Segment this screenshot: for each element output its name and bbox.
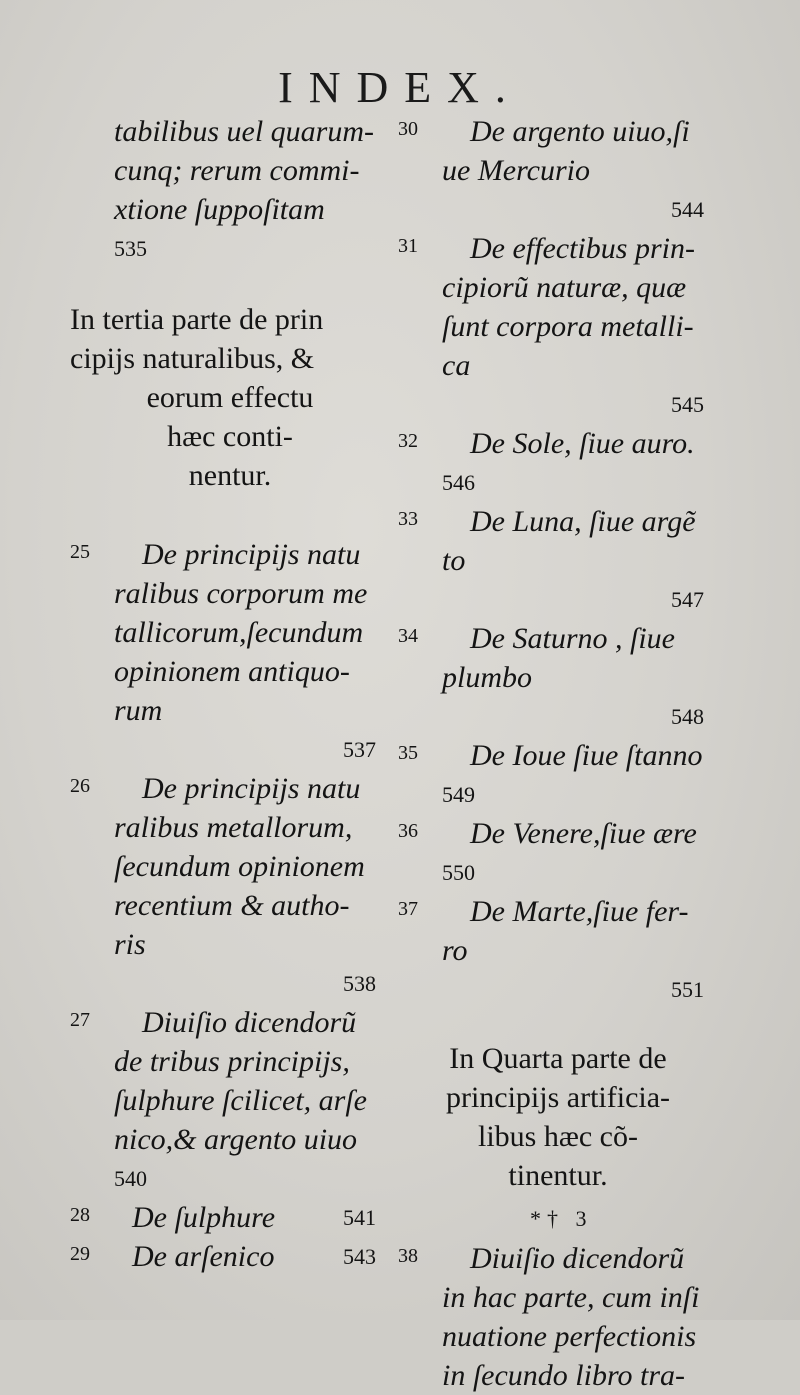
index-entry [398,424,718,502]
entry-page-number: 549 [442,782,475,807]
entry-text-line: opinionem antiquo- [114,655,350,688]
entry-text-line: recentium & autho- [114,889,350,922]
signature-mark: *† 3 [530,1206,593,1231]
index-entry [398,112,718,229]
index-entry [398,229,718,424]
entry-text-line: in ſecundo libro tra- [442,1359,686,1392]
entry-body [442,1239,718,1395]
entry-body [442,814,718,892]
entry-number: 28 [70,1204,90,1226]
entry-body [442,112,718,229]
entry-text-line: De effectibus prin- [470,232,695,265]
entry-text-line: De Saturno , ſiue [470,622,675,655]
entry-number: 29 [70,1243,90,1265]
index-entry [70,1198,390,1237]
entry-text-line: ſunt corpora metalli- [442,310,694,343]
entry-text-line: Diuiſio dicendorũ [470,1242,685,1275]
entry-page-number: 546 [442,470,475,495]
entry-text-line: de tribus principijs, [114,1045,350,1078]
entry-number: 31 [398,235,418,257]
index-entry [398,736,718,814]
entry-number: 26 [70,775,90,797]
entry-text-line: nuatione perfectionis [442,1320,697,1353]
continuation-line: tabilibus uel quarum- [114,115,374,148]
index-entry [70,1237,390,1276]
entry-text-line: cipiorũ naturæ, quæ [442,271,687,304]
continuation-line: cunq; rerum commi- [114,154,360,187]
entry-number: 37 [398,898,418,920]
entry-text-line: De Ioue ſiue ſtanno [470,739,703,772]
entry-body [114,1237,390,1276]
entry-number: 25 [70,541,90,563]
section-heading-quarta [398,1039,718,1195]
entry-text-line: ue Mercurio [442,154,591,187]
entry-text-line: ſulphure ſcilicet, arſe [114,1084,367,1117]
entry-text-line: De principijs natu [142,538,361,571]
entry-text-line: tallicorum,ſecundum [114,616,364,649]
entry-text-line: in hac parte, cum inſi [442,1281,700,1314]
entry-body [442,502,718,619]
entry-text-line: De Venere,ſiue ære [470,817,697,850]
entry-number: 32 [398,430,418,452]
entry-text-line: ralibus corporum me [114,577,368,610]
entry-number: 36 [398,820,418,842]
entry-text-line: ro [442,934,468,967]
entry-text-line: nico,& argento uiuo [114,1123,358,1156]
entry-page-number: 551 [671,977,704,1002]
entry-body [114,769,390,1003]
entry-body [442,619,718,736]
index-entry [398,619,718,736]
entry-body [114,1198,390,1237]
entry-text-line: De Marte,ſiue fer- [470,895,689,928]
entry-text-line: rum [114,694,163,727]
entry-text-line: De ſulphure [132,1201,276,1234]
heading-line: hæc conti- [167,420,293,453]
heading-line: principijs artificia- [445,1081,671,1114]
entry-text-line: ca [442,349,471,382]
entry-number: 27 [70,1009,90,1031]
entry-page-number: 540 [114,1166,147,1191]
entry-page-number: 541 [343,1205,376,1230]
entry-text-line: De arſenico [132,1240,275,1273]
spacer [398,1009,718,1039]
entry-text-line: De principijs natu [142,772,361,805]
page-title: INDEX. [278,63,522,112]
entry-text-line: ſecundum opinionem [114,850,365,883]
entry-page-number: 547 [671,587,704,612]
heading-line: libus hæc cõ- [478,1120,638,1153]
spacer [70,268,390,300]
heading-line: In Quarta parte de [449,1042,667,1075]
continuation-line: xtione ſuppoſitam [114,193,325,226]
entry-text-line: Diuiſio dicendorũ [142,1006,357,1039]
index-entry [70,769,390,1003]
entry-page-number: 538 [343,971,376,996]
entry-page-number: 548 [671,704,704,729]
entry-body [442,424,718,502]
entry-text-line: De Luna, ſiue argẽ [470,505,696,538]
entry-number: 34 [398,625,418,647]
entry-page-number: 537 [343,737,376,762]
entry-body [442,892,718,1009]
section-heading-tertia [70,300,390,495]
right-column [398,112,718,1395]
index-entry [70,535,390,769]
continuation-page-number: 535 [114,236,147,261]
spacer [70,495,390,535]
entry-text-line: to [442,544,466,577]
index-entry [398,814,718,892]
entry-number: 35 [398,742,418,764]
entry-number: 30 [398,118,418,140]
entry-number: 33 [398,508,418,530]
entry-text-line: ris [114,928,146,961]
entry-text-line: De argento uiuo,ſi [470,115,690,148]
entry-page-number: 550 [442,860,475,885]
index-entry [398,892,718,1009]
left-column [70,112,390,1276]
entry-text-line: ralibus metallorum, [114,811,353,844]
index-entry [70,1003,390,1198]
heading-line: In tertia parte de prin [70,303,324,336]
entry-body [442,736,718,814]
entry-body [114,535,390,769]
entry-page-number: 545 [671,392,704,417]
entry-page-number: 544 [671,197,704,222]
entry-body [114,1003,390,1198]
index-entry [398,502,718,619]
heading-line: nentur. [188,459,272,492]
index-entry [398,1239,718,1395]
entry-text-line: De Sole, ſiue auro. [470,427,695,460]
entry-number: 38 [398,1245,418,1267]
entry-body [442,229,718,424]
entry-text-line: plumbo [442,661,532,694]
heading-line: cipijs naturalibus, & [70,342,315,375]
heading-line: eorum effectu [146,381,314,414]
heading-line: tinentur. [508,1159,608,1192]
entry-page-number: 543 [343,1244,376,1269]
